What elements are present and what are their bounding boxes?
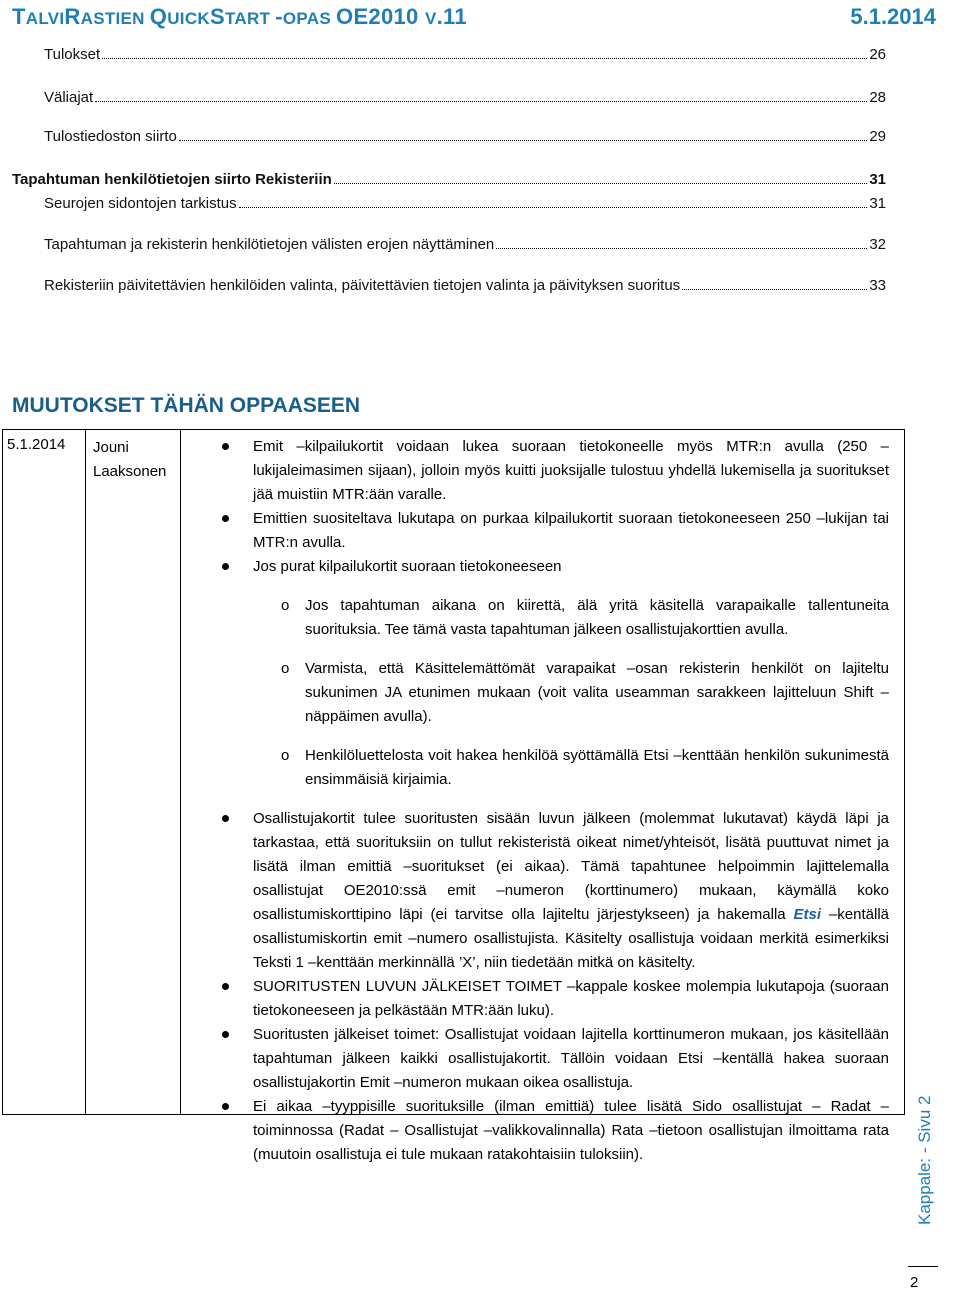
toc-page: 31 [869, 195, 886, 212]
bullet-icon [222, 443, 229, 450]
toc-leader [95, 100, 867, 102]
footer-divider [908, 1266, 938, 1267]
toc-leader [179, 139, 867, 141]
toc-page: 33 [869, 277, 886, 294]
toc-entry[interactable] [12, 171, 886, 188]
column-divider [85, 430, 86, 1114]
toc-label: Tapahtuman henkilötietojen siirto Rekisteriin [12, 171, 332, 188]
bullet-icon [222, 983, 229, 990]
sub-bullet-item: o Jos tapahtuman aikana on kiirettä, älä yritä käsitellä varapaikalle tallentuneita suorituksia. Tee tämä vasta tapahtuman jälkeen osallistujakorttien avulla. [305, 594, 889, 642]
change-date: 5.1.2014 [7, 436, 66, 453]
bullet-item: Emit –kilpailukortit voidaan lukea suoraan tietokoneelle myös MTR:n avulla (250 –lukijaleimasimen sijaan), jolloin myös kuitti juoksijalle tulostuu yhdellä lukemisella ja suoritukset jää muistiin MTR:ään varalle. [253, 435, 889, 507]
toc-label: Tulokset [44, 46, 101, 63]
emphasis-etsi: Etsi [793, 906, 822, 923]
bullet-item: Jos purat kilpailukortit suoraan tietokoneeseen [253, 555, 889, 579]
toc-label: Tapahtuman ja rekisterin henkilötietojen välisten erojen näyttäminen [44, 236, 495, 253]
page-number: 2 [910, 1274, 919, 1291]
sub-bullet-item: o Varmista, että Käsittelemättömät varapaikat –osan rekisterin henkilöt on lajiteltu sukunimen JA etunimen mukaan (voit valita useamman sarakkeen lajitteluun Shift –näppäimen avulla). [305, 657, 889, 729]
toc-leader [239, 206, 868, 208]
toc-leader [334, 182, 868, 184]
bullet-item: Emittien suositeltava lukutapa on purkaa kilpailukortit suoraan tietokoneeseen 250 –lukijan tai MTR:n avulla. [253, 507, 889, 555]
sub-bullet-icon: o [281, 660, 290, 677]
bullet-item: SUORITUSTEN LUVUN JÄLKEISET TOIMET –kappale koskee molempia lukutapoja (suoraan tietokoneeseen ja pelkästään MTR:ään luku). [253, 975, 889, 1023]
change-log-table [2, 429, 905, 1163]
sub-bullet-icon: o [281, 747, 290, 764]
column-divider [180, 430, 181, 1114]
toc-page: 31 [869, 171, 886, 188]
bullet-item: Osallistujakortit tulee suoritusten sisään luvun jälkeen (molemmat lukutavat) käydä läpi ja tarkastaa, että suorituksiin on tullut rekisteristä oikeat nimet/yhteisöt, lisätä puuttuvat nimet ja lisätä ilman emittiä –suoritukset (ei aikaa). Tämä tapahtunee helpoimmin lajittelemalla osallistujat OE2010:ssä emit –numeron (korttinumero) mukaan, käymällä koko osallistumiskorttipino läpi (ei tarvitse olla lajiteltu järjestykseen) ja hakemalla Etsi –kentällä osallistumiskortin emit –numero osallistujista. Käsitelty osallistuja voidaan merkitä esimerkiksi Teksti 1 –kenttään merkinnällä ’X’, niin tiedetään mitkä on käsitelty. [253, 807, 889, 975]
toc-leader [102, 57, 867, 59]
sub-bullet-icon: o [281, 597, 290, 614]
toc-leader [496, 247, 867, 249]
bullet-item: Ei aikaa –tyyppisille suorituksille (ilman emittiä) tulee lisätä Sido osallistujat – Radat –toiminnossa (Radat – Osallistujat –valikkovalinnalla) Rata –tietoon osallistujan ilmoittama rata (muutoin osallistuja ei tule mukaan ratakohtaisiin tuloksiin). [253, 1095, 889, 1167]
toc-page: 32 [869, 236, 886, 253]
bullet-item: Suoritusten jälkeiset toimet: Osallistujat voidaan lajitella korttinumeron mukaan, jos käsitellään tapahtuman jälkeen kaikki osallistujakortit. Tällöin voidaan Etsi –kentällä hakea suoraan osallistujakortin Emit –numeron mukaan oikea osallistuja. [253, 1023, 889, 1095]
section-heading: MUUTOKSET TÄHÄN OPPAASEEN [12, 394, 361, 417]
bullet-icon [222, 815, 229, 822]
toc-entry[interactable] [44, 277, 886, 294]
toc-page: 26 [869, 46, 886, 63]
toc-page: 28 [869, 89, 886, 106]
toc-label: Väliajat [44, 89, 94, 106]
toc-entry[interactable] [44, 128, 886, 145]
change-description [253, 435, 889, 1167]
toc-entry[interactable] [44, 46, 886, 63]
toc-label: Rekisteriin päivitettävien henkilöiden valinta, päivitettävien tietojen valinta ja päivityksen suoritus [44, 277, 681, 294]
toc-entry[interactable] [44, 89, 886, 106]
bullet-icon [222, 1103, 229, 1110]
bullet-icon [222, 1031, 229, 1038]
toc-entry[interactable] [44, 236, 886, 253]
toc-leader [682, 288, 867, 290]
toc-entry[interactable] [44, 195, 886, 212]
bullet-icon [222, 563, 229, 570]
bullet-icon [222, 515, 229, 522]
toc-page: 29 [869, 128, 886, 145]
change-author: Jouni Laaksonen [93, 439, 167, 480]
toc-label: Tulostiedoston siirto [44, 128, 177, 145]
header-date: 5.1.2014 [850, 4, 936, 29]
sub-bullet-item: o Henkilöluettelosta voit hakea henkilöä syöttämällä Etsi –kenttään henkilön sukunimestä ensimmäisiä kirjaimia. [305, 744, 889, 792]
side-page-label: Kappale: - Sivu 2 [915, 1095, 934, 1225]
document-title: TALVIRASTIEN QUICKSTART -OPAS OE2010 V.11 [12, 4, 467, 29]
toc-label: Seurojen sidontojen tarkistus [44, 195, 237, 212]
